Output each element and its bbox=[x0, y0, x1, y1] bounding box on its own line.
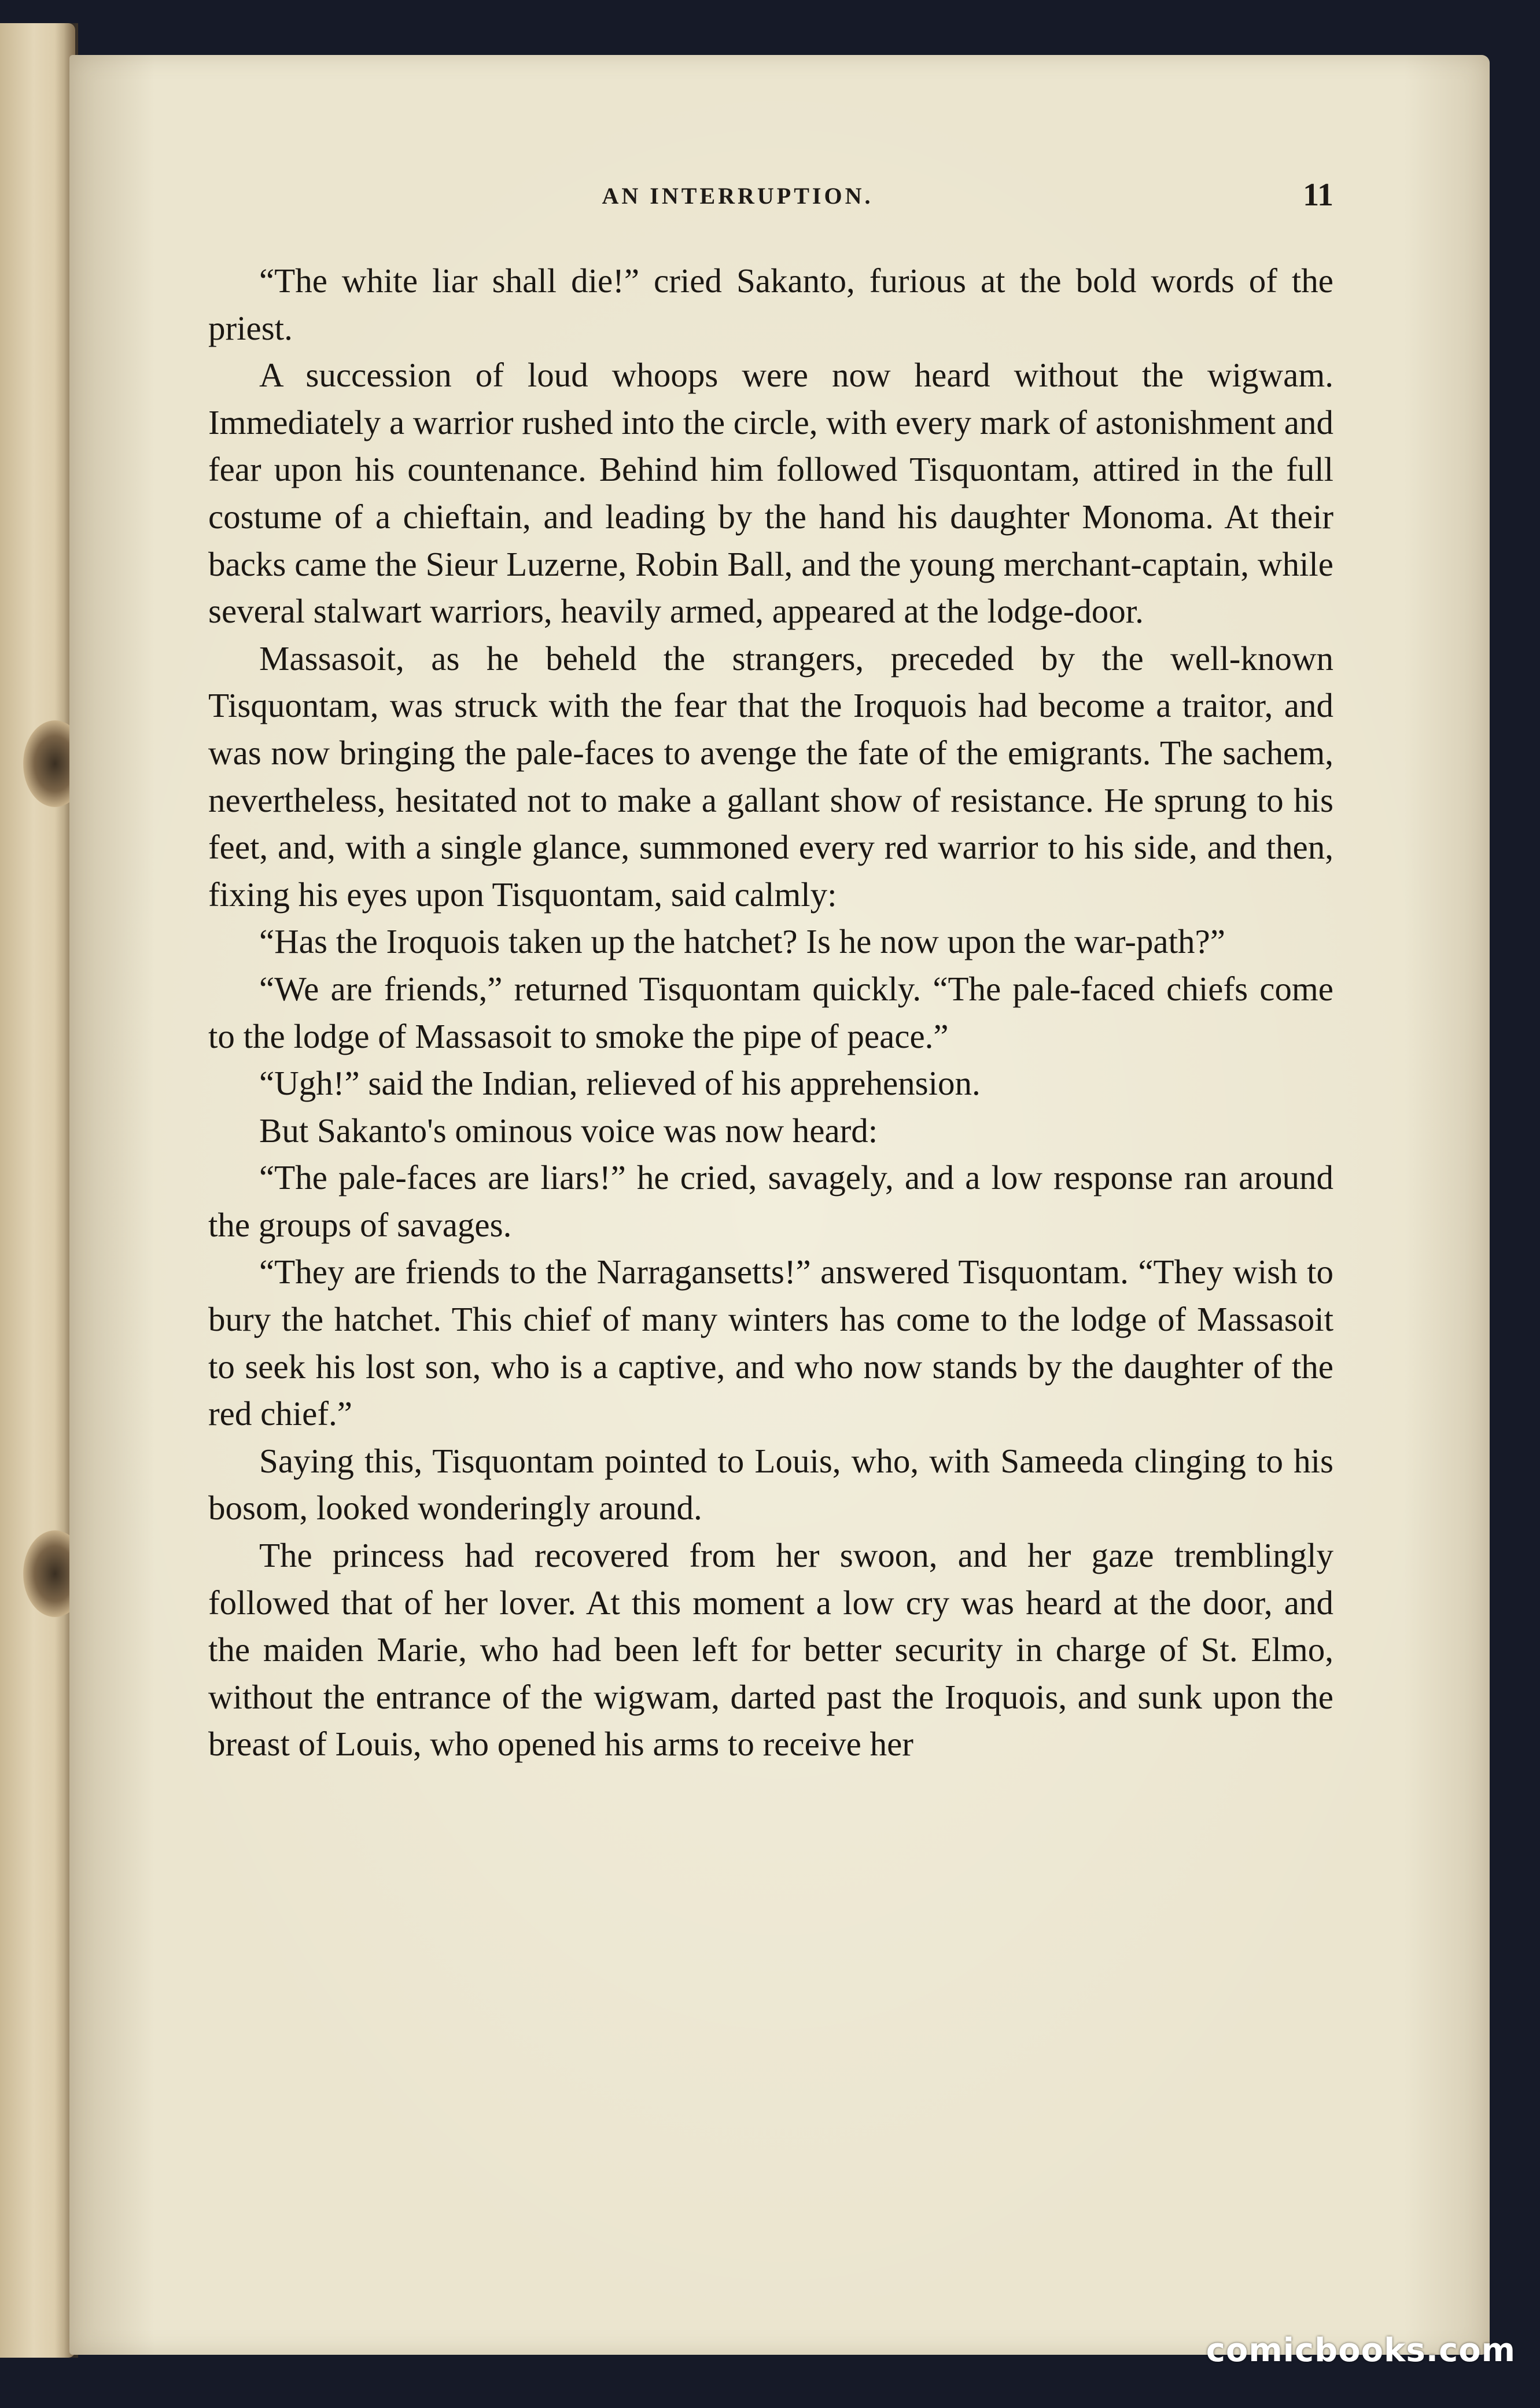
body-text bbox=[208, 257, 1333, 1768]
page-header bbox=[142, 176, 1333, 217]
paragraph: A succession of loud whoops were now heard without the wigwam. Immediately a warrior rushed into the circle, with every mark of astonishment and fear upon his countenance. Behind him followed Tisquontam, attired in the full costume of a chieftain, and leading by the hand his daughter Monoma. At their backs came the Sieur Luzerne, Robin Ball, and the young merchant-captain, while several stalwart warriors, heavily armed, appeared at the lodge-door. bbox=[208, 356, 1333, 631]
paragraph: Massasoit, as he beheld the strangers, preceded by the well-known Tisquontam, was struck with the fear that the Iroquois had become a traitor, and was now bringing the pale-faces to avenge the fate of the emigrants. The sachem, nevertheless, hesitated not to make a gallant show of resistance. He sprung to his feet, and, with a single glance, summoned every red warrior to his side, and then, fixing his eyes upon Tisquontam, said calmly: bbox=[208, 639, 1333, 914]
paragraph: The princess had recovered from her swoon, and her gaze tremblingly followed that of her lover. At this moment a low cry was heard at the door, and the maiden Marie, who had been left for better security in charge of St. Elmo, without the entrance of the wigwam, darted past the Iroquois, and sunk upon the breast of Louis, who opened his arms to receive her bbox=[208, 1536, 1333, 1763]
paragraph: “They are friends to the Narragansetts!” answered Tisquontam. “They wish to bury the hatchet. This chief of many winters has come to the lodge of Massasoit to seek his lost son, who is a captive, and who now stands by the daughter of the red chief.” bbox=[208, 1253, 1333, 1433]
watermark: comicbooks.com bbox=[1206, 2332, 1516, 2369]
paragraph: “The pale-faces are liars!” he cried, savagely, and a low response ran around the groups of savages. bbox=[208, 1158, 1333, 1244]
paragraph: “We are friends,” returned Tisquontam quickly. “The pale-faced chiefs come to the lodge of Massasoit to smoke the pipe of peace.” bbox=[208, 969, 1333, 1055]
page-number: 11 bbox=[1303, 177, 1333, 213]
paragraph: Saying this, Tisquontam pointed to Louis, who, with Sameeda clinging to his bosom, looked wonderingly around. bbox=[208, 1441, 1333, 1527]
running-head: AN INTERRUPTION. bbox=[602, 183, 874, 209]
paragraph: “The white liar shall die!” cried Sakanto, furious at the bold words of the priest. bbox=[208, 262, 1333, 347]
paragraph: “Ugh!” said the Indian, relieved of his apprehension. bbox=[259, 1064, 981, 1103]
paragraph: “Has the Iroquois taken up the hatchet? Is he now upon the war-path?” bbox=[259, 922, 1225, 961]
paragraph: But Sakanto's ominous voice was now heard: bbox=[259, 1111, 878, 1150]
